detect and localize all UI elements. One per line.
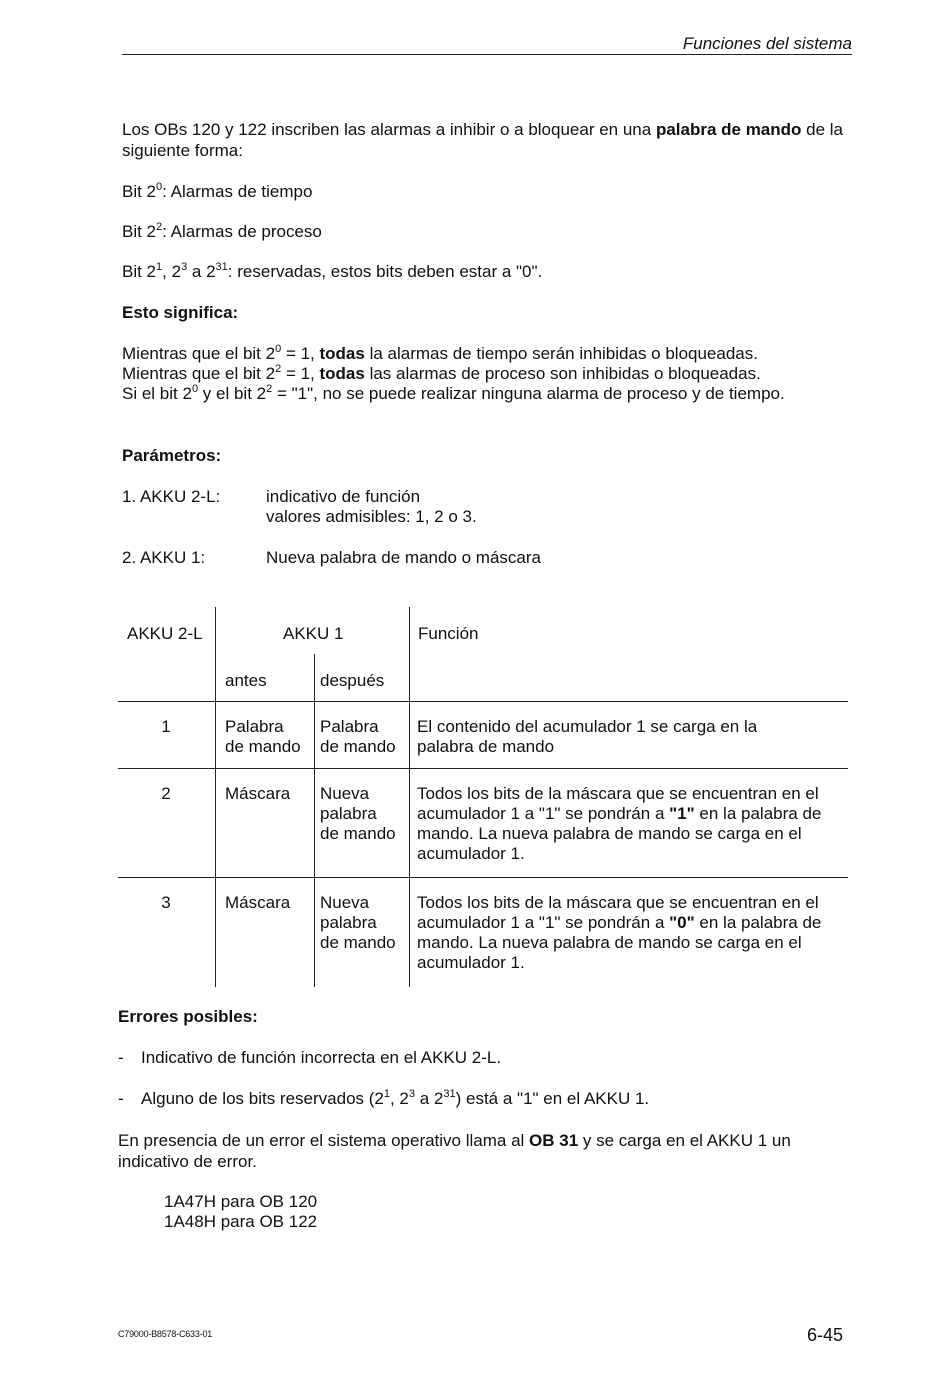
table-row-1-funcion-2: palabra de mando <box>417 737 555 756</box>
table-row-2-despues-3: de mando <box>320 824 396 843</box>
table-row-1-num: 1 <box>161 717 171 736</box>
meaning-line-2: Mientras que el bit $2^2 = 1$, todas las alarmas de proceso son inhibidas o bloqueadas. <box>122 363 761 383</box>
table-row-3-funcion-4: acumulador 1. <box>417 953 525 972</box>
table-row-3-despues-3: de mando <box>320 933 396 952</box>
table-row-3-funcion-1: Todos los bits de la máscara que se encuentran en el <box>417 893 819 912</box>
table-row-2-funcion-3: mando. La nueva palabra de mando se carga en el <box>417 824 802 843</box>
meaning-line-1: Mientras que el bit $2^0 = 1$, todas la alarmas de tiempo serán inhibidas o bloqueadas. <box>122 343 758 363</box>
table-row-2-funcion-4: acumulador 1. <box>417 844 525 863</box>
table-row-1-antes-1: Palabra <box>225 717 284 736</box>
table-row-3-despues-2: palabra <box>320 913 377 932</box>
param-1-values: valores admisibles: 1, 2 o 3. <box>266 507 477 526</box>
params-heading: Parámetros: <box>122 446 222 465</box>
header-rule <box>122 54 852 55</box>
table-divider-1 <box>215 607 216 987</box>
table-row-2-despues-2: palabra <box>320 804 377 823</box>
meaning-line-3: Si el bit $2^0$ y el bit $2^2$ = "1", no se puede realizar ninguna alarma de proceso y de tiempo. <box>122 383 785 403</box>
bit-0-line: Bit $2^0$: Alarmas de tiempo <box>122 181 313 201</box>
table-row-1-antes-2: de mando <box>225 737 301 756</box>
table-divider-3 <box>409 607 410 987</box>
table-row-1-funcion-1: El contenido del acumulador 1 se carga en la <box>417 717 758 736</box>
param-1-label: 1. AKKU 2-L: <box>122 487 221 506</box>
table-row-2-funcion-2: acumulador 1 a "1" se pondrán a "1" en la palabra de <box>417 804 822 823</box>
bit-reserved-line: Bit $2^1$, $2^3$ a $2^{31}$: reservadas, estos bits deben estar a "0". <box>122 261 543 281</box>
error-code-1: 1A47H para OB 120 <box>164 1192 318 1211</box>
param-1-desc: indicativo de función <box>266 487 421 506</box>
errors-heading: Errores posibles: <box>118 1007 258 1026</box>
table-header-akku1: AKKU 1 <box>283 624 344 643</box>
error-2-dash: - <box>118 1089 124 1108</box>
bit-2-line: Bit $2^2$: Alarmas de proceso <box>122 221 322 241</box>
running-header: Funciones del sistema <box>682 34 852 53</box>
param-2-label: 2. AKKU 1: <box>122 548 206 567</box>
table-row-1-despues-2: de mando <box>320 737 396 756</box>
table-row-2-antes: Máscara <box>225 784 291 803</box>
table-subheader-antes: antes <box>225 671 267 690</box>
table-row-2-funcion-1: Todos los bits de la máscara que se encuentran en el <box>417 784 819 803</box>
table-row-3-funcion-3: mando. La nueva palabra de mando se carga en el <box>417 933 802 952</box>
table-header-rule <box>118 701 848 702</box>
error-1-text: Indicativo de función incorrecta en el AKKU 2-L. <box>141 1048 502 1067</box>
table-row-3-antes: Máscara <box>225 893 291 912</box>
table-row-rule-2 <box>118 877 848 878</box>
error-paragraph-line-2: indicativo de error. <box>118 1152 257 1171</box>
error-1-dash: - <box>118 1048 124 1067</box>
table-divider-2 <box>314 654 315 987</box>
table-row-2-despues-1: Nueva <box>320 784 370 803</box>
table-row-3-num: 3 <box>161 893 171 912</box>
table-row-3-funcion-2: acumulador 1 a "1" se pondrán a "0" en la palabra de <box>417 913 822 932</box>
table-row-3-despues-1: Nueva <box>320 893 370 912</box>
param-2-desc: Nueva palabra de mando o máscara <box>266 548 541 567</box>
table-header-akku2: AKKU 2-L <box>127 624 203 643</box>
error-2-text: Alguno de los bits reservados ($2^1$, $2^3$ a $2^{31}$) está a "1" en el AKKU 1. <box>141 1088 650 1108</box>
document-code: C79000-B8578-C633-01 <box>118 1329 213 1339</box>
table-header-funcion: Función <box>418 624 479 643</box>
page-number: 6-45 <box>806 1325 843 1345</box>
table-row-1-despues-1: Palabra <box>320 717 379 736</box>
table-row-rule-1 <box>118 768 848 769</box>
meaning-heading: Esto significa: <box>122 303 239 322</box>
table-subheader-despues: después <box>320 671 385 690</box>
table-row-2-num: 2 <box>161 784 171 803</box>
error-paragraph-line-1: En presencia de un error el sistema operativo llama al OB 31 y se carga en el AKKU 1 un <box>118 1131 791 1150</box>
error-code-2: 1A48H para OB 122 <box>164 1212 318 1231</box>
function-table <box>118 607 848 987</box>
intro-line-2: siguiente forma: <box>122 141 243 160</box>
intro-line-1: Los OBs 120 y 122 inscriben las alarmas a inhibir o a bloquear en una palabra de mando de la <box>122 120 844 139</box>
